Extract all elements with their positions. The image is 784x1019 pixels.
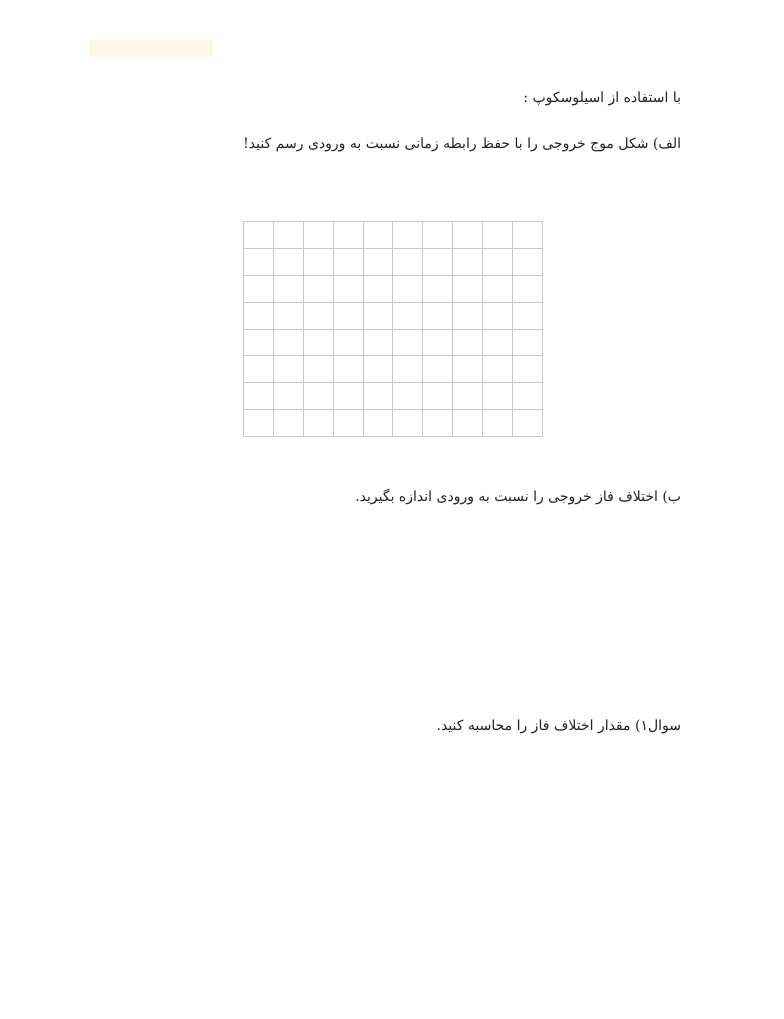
grid-cell — [423, 330, 453, 357]
grid-cell — [244, 410, 274, 437]
grid-cell — [274, 276, 304, 303]
grid-cell — [423, 222, 453, 249]
grid-cell — [483, 222, 513, 249]
grid-cell — [244, 303, 274, 330]
grid-cell — [304, 383, 334, 410]
grid-cell — [513, 410, 543, 437]
grid-cell — [483, 383, 513, 410]
grid-cell — [364, 410, 394, 437]
grid-cell — [423, 303, 453, 330]
grid-cell — [423, 410, 453, 437]
grid-cell — [364, 222, 394, 249]
grid-cell — [513, 330, 543, 357]
grid-cell — [334, 383, 364, 410]
grid-cell — [244, 249, 274, 276]
part-a-instruction: الف) شکل موج خروجی را با حفظ رابطه زمانی نسبت به ورودی رسم کنید! — [243, 136, 681, 152]
grid-cell — [334, 222, 364, 249]
oscilloscope-grid — [243, 221, 543, 437]
grid-cell — [393, 330, 423, 357]
grid-cell — [334, 276, 364, 303]
grid-cell — [334, 249, 364, 276]
grid-cell — [274, 303, 304, 330]
grid-cell — [513, 276, 543, 303]
grid-cell — [393, 356, 423, 383]
grid-cell — [304, 330, 334, 357]
grid-cell — [334, 410, 364, 437]
grid-cell — [483, 356, 513, 383]
grid-cell — [334, 303, 364, 330]
grid-cell — [274, 410, 304, 437]
grid-cell — [483, 276, 513, 303]
grid-cell — [304, 222, 334, 249]
grid-cell — [304, 356, 334, 383]
grid-cell — [393, 249, 423, 276]
grid-cell — [513, 222, 543, 249]
grid-cell — [453, 276, 483, 303]
grid-cell — [513, 249, 543, 276]
grid-cell — [423, 356, 453, 383]
highlight-tab — [89, 40, 213, 57]
grid-cell — [453, 383, 483, 410]
grid-cell — [453, 330, 483, 357]
grid-cell — [364, 276, 394, 303]
grid-cell — [274, 249, 304, 276]
grid-cell — [513, 356, 543, 383]
grid-cell — [393, 383, 423, 410]
intro-text: با استفاده از اسیلوسکوپ : — [523, 90, 681, 106]
grid-cell — [393, 410, 423, 437]
grid-cell — [393, 303, 423, 330]
grid-cell — [453, 410, 483, 437]
question-1-text: سوال۱) مقدار اختلاف فاز را محاسبه کنید. — [436, 718, 681, 734]
grid-cell — [244, 356, 274, 383]
grid-cell — [423, 383, 453, 410]
grid-cell — [304, 410, 334, 437]
grid-cell — [274, 383, 304, 410]
grid-cell — [483, 410, 513, 437]
grid-cell — [453, 222, 483, 249]
grid-cell — [423, 276, 453, 303]
grid-cell — [244, 383, 274, 410]
grid-cell — [513, 383, 543, 410]
grid-cell — [483, 330, 513, 357]
grid-cell — [453, 249, 483, 276]
grid-cell — [274, 222, 304, 249]
grid-cell — [334, 330, 364, 357]
grid-cell — [483, 249, 513, 276]
grid-cell — [274, 330, 304, 357]
grid-cell — [364, 249, 394, 276]
grid-cell — [364, 383, 394, 410]
grid-cell — [244, 330, 274, 357]
grid-cell — [393, 276, 423, 303]
grid-cell — [513, 303, 543, 330]
grid-cell — [304, 276, 334, 303]
grid-cell — [244, 222, 274, 249]
grid-cell — [423, 249, 453, 276]
grid-cell — [364, 303, 394, 330]
part-b-instruction: ب) اختلاف فاز خروجی را نسبت به ورودی اندازه بگیرید. — [355, 489, 681, 505]
grid-cell — [304, 249, 334, 276]
grid-cell — [393, 222, 423, 249]
grid-cell — [483, 303, 513, 330]
grid-cell — [364, 330, 394, 357]
grid-cell — [244, 276, 274, 303]
grid-cell — [304, 303, 334, 330]
grid-cell — [274, 356, 304, 383]
grid-cell — [334, 356, 364, 383]
grid-cell — [364, 356, 394, 383]
grid-cell — [453, 303, 483, 330]
grid-cell — [453, 356, 483, 383]
